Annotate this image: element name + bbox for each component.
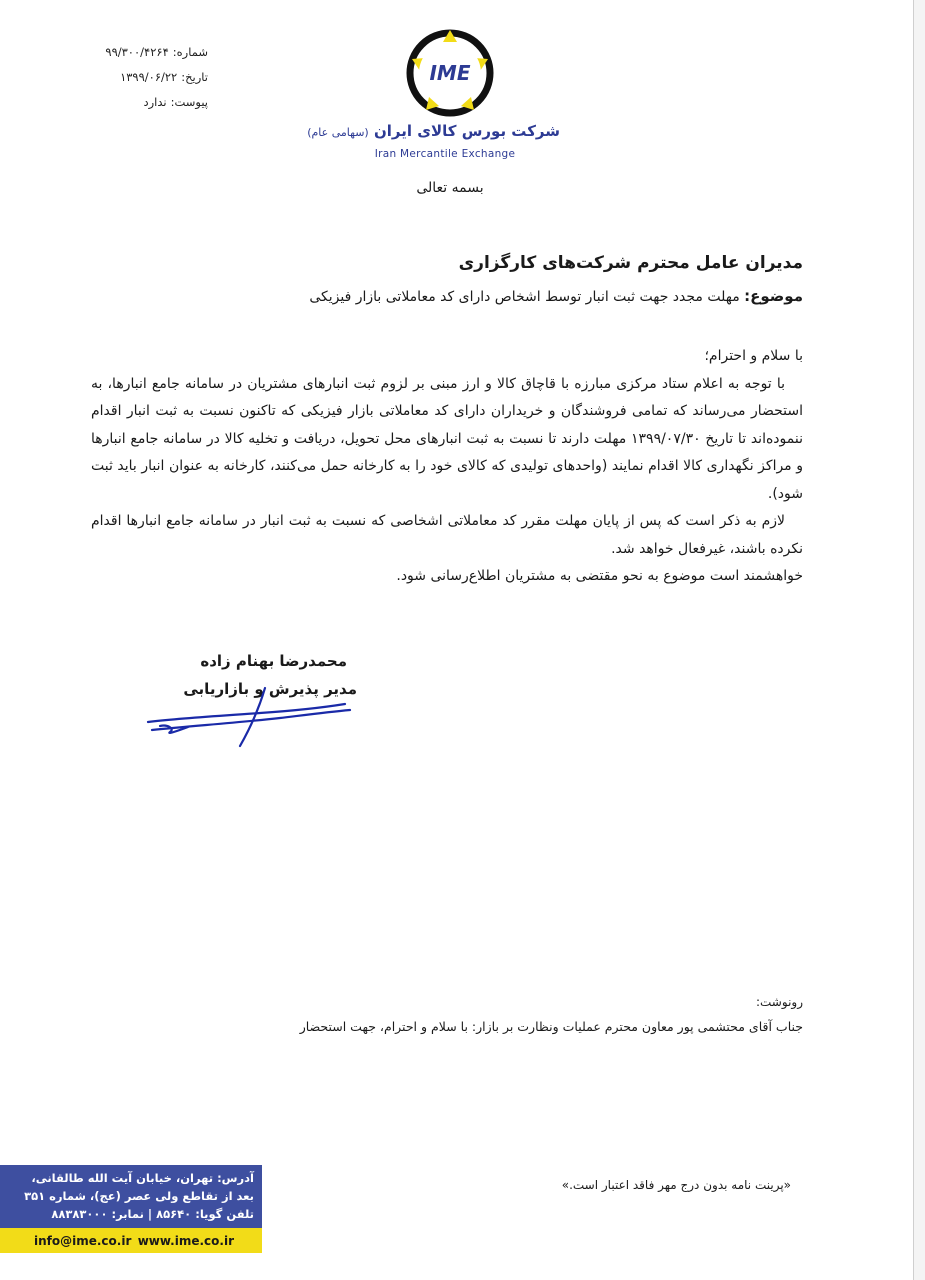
ime-logo — [405, 28, 495, 118]
footer-website: www.ime.co.ir — [137, 1233, 234, 1248]
greeting: با سلام و احترام؛ — [704, 348, 803, 364]
brand-name-fa — [307, 122, 560, 140]
letter-number-row — [96, 40, 208, 65]
letter-body — [91, 343, 803, 591]
brand-name-fa-main: شرکت بورس کالای ایران — [373, 122, 560, 140]
letter-attachment-row — [96, 90, 208, 115]
subject-text: مهلت مجدد جهت ثبت انبار توسط اشخاص دارای کد معاملاتی بازار فیزیکی — [309, 289, 740, 305]
brand-name-en: Iran Mercantile Exchange — [374, 148, 516, 160]
footer-email: info@ime.co.ir — [34, 1233, 132, 1248]
validity-notice: «پرینت نامه بدون درج مهر فاقد اعتبار است.» — [561, 1178, 791, 1192]
subject-line — [103, 287, 803, 305]
letter-attachment-label: پیوست: — [170, 95, 208, 109]
recipient-line: مدیران عامل محترم شرکت‌های کارگزاری — [458, 253, 803, 273]
letter-attachment-value: ندارد — [143, 95, 167, 109]
footer-address-line-2: بعد از تقاطع ولی عصر (عج)، شماره ۳۵۱ — [24, 1189, 254, 1203]
letter-number-label: شماره: — [172, 45, 208, 59]
brand-name-fa-sub: (سهامی عام) — [307, 126, 369, 139]
handwritten-signature — [140, 680, 360, 750]
subject-label: موضوع: — [744, 287, 803, 305]
letter-number-value: ۹۹/۳۰۰/۴۲۶۴ — [105, 45, 169, 59]
footer-contact-bar — [0, 1228, 262, 1253]
letter-date-value: ۱۳۹۹/۰۶/۲۲ — [120, 70, 178, 84]
cc-recipient-line: جناب آقای محتشمی پور معاون محترم عملیات ونظارت بر بازار: با سلام و احترام، جهت استحضار — [299, 1019, 803, 1034]
letter-date-row — [96, 65, 208, 90]
signatory-title: مدیر پذیرش و بازاریابی — [183, 680, 357, 698]
letter-date-label: تاریخ: — [181, 70, 208, 84]
footer-address-box — [0, 1165, 262, 1228]
logo-lettermark: IME — [429, 61, 471, 85]
invocation: بسمه تعالی — [416, 180, 484, 196]
body-paragraph-2: لازم به ذکر است که پس از پایان مهلت مقرر کد معاملاتی اشخاصی که نسبت به ثبت انبار در سامانه جامع انبارها اقدام نکرده باشند، غیرفعال خواهد شد. — [91, 513, 803, 557]
page-edge-shade — [914, 0, 925, 1280]
footer-phone-line: تلفن گویا: ۸۵۶۴۰ | نمابر: ۸۸۳۸۳۰۰۰ — [51, 1207, 254, 1221]
cc-heading: رونوشت: — [755, 995, 803, 1009]
letter-meta — [96, 40, 208, 115]
closing-line: خواهشمند است موضوع به نحو مقتضی به مشتریان اطلاع‌رسانی شود. — [396, 568, 803, 584]
footer-address-line-1: آدرس: تهران، خیابان آیت الله طالقانی، — [31, 1171, 254, 1185]
signatory-name: محمدرضا بهنام زاده — [200, 652, 347, 670]
body-paragraph-1: با توجه به اعلام ستاد مرکزی مبارزه با قاچاق کالا و ارز مبنی بر لزوم ثبت انبارهای مشتریان در سامانه جامع انبارها، به استحضار می‌رساند که تمامی فروشندگان و خریداران دارای کد معاملاتی بازار فیزیکی که تاکنون نسبت به ثبت انبار اقدام ننموده‌اند تا تاریخ ۱۳۹۹/۰۷/۳۰ مهلت دارند تا نسبت به ثبت انبارهای محل تحویل، دریافت و تخلیه کالا در سامانه جامع انبارها و مراکز نگهداری کالا اقدام نمایند (واحدهای تولیدی که کالای خود را به کارخانه حمل می‌کنند، کارخانه به عنوان انبار باید ثبت شود). — [91, 375, 803, 502]
